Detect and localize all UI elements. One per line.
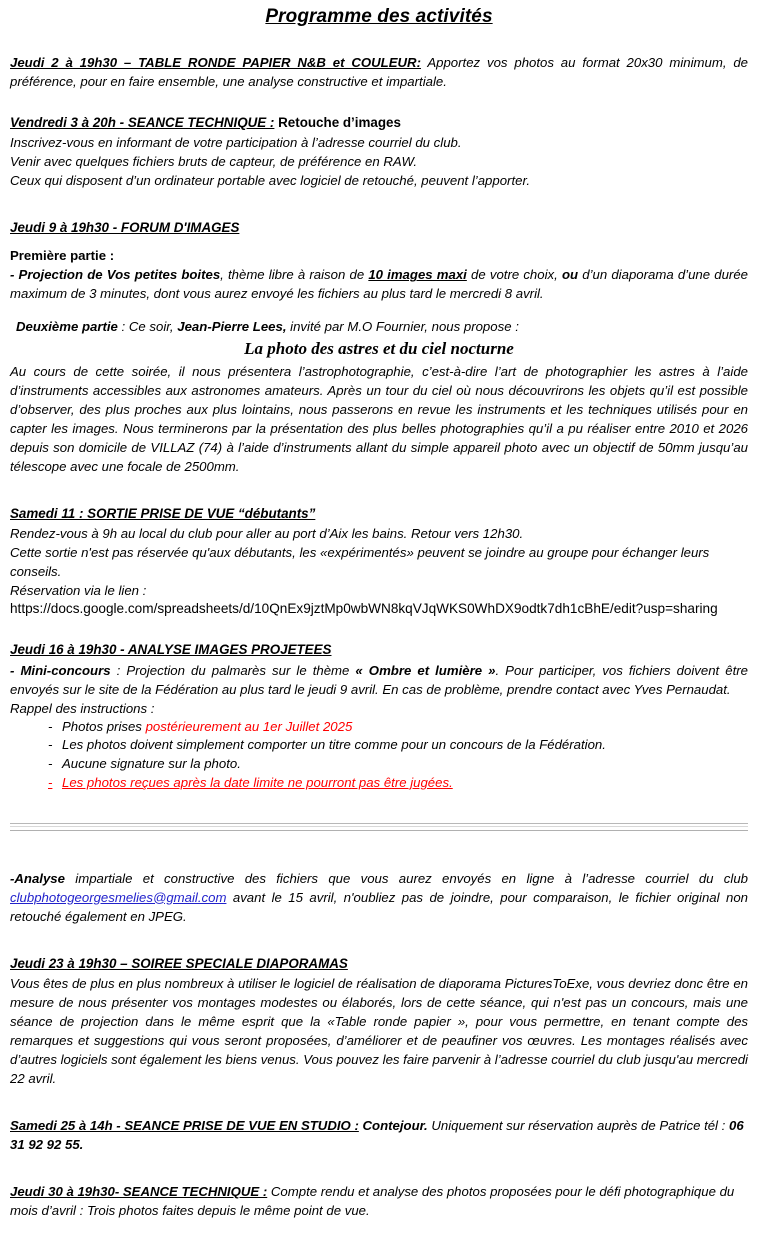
club-email-link[interactable]: clubphotogeorgesmelies@gmail.com — [10, 889, 227, 905]
part-one-text-a: - Projection de — [10, 267, 107, 283]
part-one-bold-ou: ou — [561, 267, 579, 283]
spacer — [10, 1102, 748, 1116]
analyse-label: -Analyse — [10, 870, 65, 886]
list-item — [48, 774, 748, 793]
part-one-text-b: , thème libre à raison de — [220, 267, 369, 283]
event-samedi-11-line-2: Cette sortie n'est pas réservée qu'aux débutants, les «expérimentés» peuvent se joindre au groupe pour échanger leurs conseils. — [10, 545, 710, 580]
reminder-label: Rappel des instructions : — [10, 700, 155, 716]
event-samedi-11-line-1: Rendez-vous à 9h au local du club pour aller au port d’Aix les bains. Retour vers 12h30. — [10, 526, 524, 542]
list-item-black: Photos prises — [62, 718, 146, 734]
event-jeudi-30-body: Compte rendu et analyse des photos proposées pour le défi photographique du mois d’avril : Trois photos faites depuis le même point de vue. — [10, 1184, 735, 1219]
page-title: Programme des activités — [265, 6, 493, 27]
event-vendredi-3-line-2: Venir avec quelques fichiers bruts de capteur, de préférence en RAW. — [10, 154, 418, 170]
part-two-text-a: : Ce soir, — [117, 319, 178, 335]
list-item — [48, 755, 748, 774]
event-vendredi-3-subject: Retouche d’images — [274, 114, 401, 130]
event-jeudi-9 — [10, 218, 748, 475]
part-one-bold-boites: Vos petites boites — [106, 267, 221, 283]
event-jeudi-2 — [10, 53, 748, 91]
list-item-black: Aucune signature sur la photo. — [62, 756, 241, 772]
event-jeudi-2-heading: Jeudi 2 à 19h30 – TABLE RONDE PAPIER N&B et COULEUR: — [10, 54, 421, 70]
event-samedi-11 — [10, 504, 748, 619]
list-item — [48, 736, 748, 755]
list-item-red: postérieurement au 1er Juillet 2025 — [145, 718, 353, 734]
part-one-bold-underline-maxi: 10 images maxi — [368, 267, 467, 283]
part-one-text — [10, 265, 748, 303]
list-dash: - — [48, 737, 53, 753]
event-samedi-11-heading: Samedi 11 : SORTIE PRISE DE VUE “débutants” — [10, 505, 316, 521]
spacer — [10, 632, 748, 640]
event-jeudi-23-headline — [10, 954, 748, 973]
mini-concours-text — [10, 661, 748, 699]
event-samedi-11-line-3: Réservation via le lien : — [10, 583, 147, 599]
event-jeudi-16-headline — [10, 640, 748, 659]
analyse-text — [10, 869, 748, 926]
event-jeudi-16 — [10, 640, 748, 792]
talk-title: La photo des astres et du ciel nocturne — [244, 339, 514, 359]
list-dash: - — [48, 718, 53, 734]
spacer — [10, 239, 748, 247]
event-samedi-25-text — [10, 1116, 748, 1154]
contact-phone: 06 31 92 92 55. — [10, 1118, 744, 1153]
event-jeudi-30-text — [10, 1182, 748, 1220]
list-dash: - — [48, 756, 53, 772]
spacer — [10, 490, 748, 504]
event-jeudi-23-heading: Jeudi 23 à 19h30 – SOIREE SPECIALE DIAPORAMAS — [10, 955, 348, 971]
instruction-list — [10, 718, 748, 793]
mini-concours-text-b: . Pour participer, vos fichiers doivent être envoyés sur le site de la Fédération au plus tard le jeudi 9 avril. En cas de problème, prendre contact avec Yves Pernaudat. — [10, 662, 748, 697]
part-two-line — [10, 317, 748, 336]
event-jeudi-16-heading: Jeudi 16 à 19h30 - ANALYSE IMAGES PROJETEES — [10, 642, 332, 658]
event-vendredi-3-heading: Vendredi 3 à 20h - SEANCE TECHNIQUE : — [10, 114, 275, 130]
part-two-text-b: invité par M.O Fournier, nous propose : — [286, 319, 519, 335]
analyse-paragraph — [10, 869, 748, 926]
page-break-divider — [10, 823, 748, 831]
mini-concours-theme: « Ombre et lumière » — [355, 662, 496, 678]
spacer — [10, 303, 748, 317]
mini-concours-text-a: : Projection du palmarès sur le thème — [110, 662, 356, 678]
analyse-text-b: avant le 15 avril, n'oubliez pas de joindre, pour comparaison, le fichier original non retouché également en JPEG. — [10, 889, 748, 924]
event-vendredi-3-line-1: Inscrivez-vous en informant de votre participation à l’adresse courriel du club. — [10, 135, 462, 151]
list-item-red-underlined: Les photos reçues après la date limite ne pourront pas être jugées. — [62, 774, 453, 790]
event-samedi-25-heading: Samedi 25 à 14h - SEANCE PRISE DE VUE EN STUDIO : — [10, 1118, 359, 1134]
part-one-text-c: de votre choix, — [466, 267, 562, 283]
event-jeudi-2-body: Apportez vos photos au format 20x30 minimum, de préférence, pour en faire ensemble, une analyse constructive et impartiale. — [10, 54, 749, 89]
event-samedi-25-subject: Contejour. — [358, 1118, 428, 1134]
talk-body: Au cours de cette soirée, il nous présentera l’astrophotographie, c’est-à-dire l’art de photographier les astres à l’aide d’instruments accessibles aux astronomes amateurs. Après un tour du ciel où nous découvrirons les objets qu’il est possible d’observer, des plus proches aux plus lointains, nous passerons en revue les instruments et les techniques utilisés pour en capter les images. Nous terminerons par la présentation des plus belles photographies qu’il a pu réaliser entre 2010 et 2026 depuis son domicile de VILLAZ (74) à l’aide d’instruments allant du simple appareil photo avec un objectif de 50mm jusqu’au télescope avec une focale de 2500mm. — [10, 363, 748, 474]
spacer — [10, 105, 748, 113]
event-jeudi-30-heading: Jeudi 30 à 19h30- SEANCE TECHNIQUE : — [10, 1184, 268, 1200]
event-samedi-11-headline — [10, 504, 748, 523]
spacer — [10, 1168, 748, 1182]
list-dash: - — [48, 774, 53, 790]
event-jeudi-9-headline — [10, 218, 748, 237]
event-jeudi-23 — [10, 954, 748, 1088]
list-item — [48, 718, 748, 737]
event-jeudi-23-body: Vous êtes de plus en plus nombreux à utiliser le logiciel de réalisation de diaporama PicturesToExe, vous devriez donc être en mesure de nous présenter vos montages modestes ou élaborés, lors de cette séance, qui n'est pas un concours, mais une séance de projection dans le même esprit que la «Table ronde papier », pour vous permettre, en tenant compte des remarques et suggestions qui vous seront proposées, d’améliorer et de peaufiner vos œuvres. Les montages réalisés avec d’autres logiciels sont également les biens venus. Vous pouvez les faire parvenir à l’adresse courriel du club jusqu'au mercredi 22 avril. — [10, 976, 748, 1087]
part-one-text-d: d’un diaporama d’une durée maximum de 3 minutes, dont vous aurez envoyé les fichiers au plus tard le mercredi 8 avril. — [10, 267, 748, 302]
event-jeudi-9-heading: Jeudi 9 à 19h30 - FORUM D'IMAGES — [10, 220, 240, 236]
part-two-label: Deuxième partie — [16, 319, 118, 335]
event-jeudi-30 — [10, 1182, 748, 1220]
mini-concours-label: - Mini-concours — [10, 662, 111, 678]
event-vendredi-3-line-3: Ceux qui disposent d’un ordinateur portable avec logiciel de retouché, peuvent l’apporter. — [10, 173, 531, 189]
event-jeudi-2-text — [10, 53, 748, 91]
list-item-black: Les photos doivent simplement comporter un titre comme pour un concours de la Fédération. — [62, 737, 606, 753]
event-samedi-25-body: Uniquement sur réservation auprès de Patrice tél : — [427, 1118, 729, 1134]
spacer — [10, 940, 748, 954]
analyse-text-a: impartiale et constructive des fichiers que vous aurez envoyés en ligne à l’adresse courriel du club — [64, 870, 748, 886]
reservation-url[interactable]: https://docs.google.com/spreadsheets/d/10QnEx9jztMp0wbWN8kqVJqWKS0WhDX9odtk7dh1cBhE/edit?usp=sharing — [10, 601, 718, 617]
part-two-speaker: Jean-Pierre Lees, — [177, 319, 287, 335]
spacer — [10, 204, 748, 218]
event-samedi-25 — [10, 1116, 748, 1154]
event-vendredi-3-headline — [10, 113, 748, 132]
part-one-label: Première partie : — [10, 247, 115, 263]
event-vendredi-3 — [10, 113, 748, 190]
